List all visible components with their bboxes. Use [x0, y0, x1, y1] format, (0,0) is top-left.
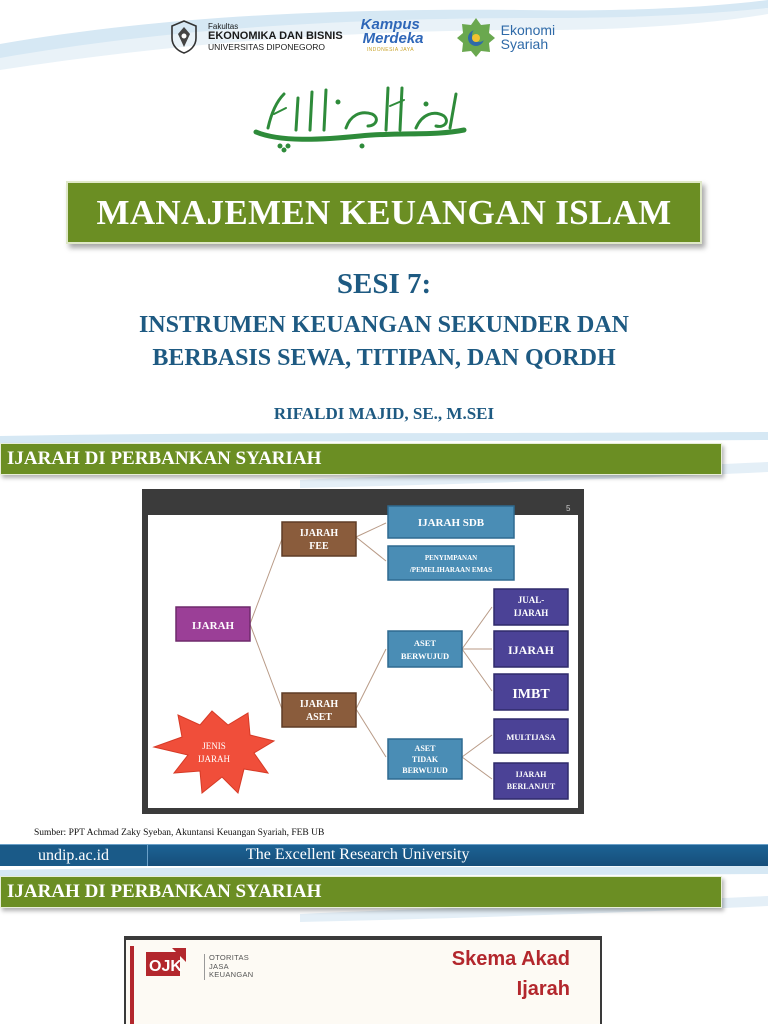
faculty-line-1: Fakultas	[208, 21, 239, 31]
burst-line-1: JENIS	[202, 741, 226, 751]
ekonomi-line-2: Syariah	[500, 36, 549, 52]
ekonomi-syariah-logo	[455, 16, 555, 58]
course-title: MANAJEMEN KEUANGAN ISLAM	[96, 192, 672, 232]
basmalah-calligraphy-icon	[250, 80, 470, 154]
ekonomi-syariah-text	[501, 23, 555, 51]
node-emas-line-1: PENYIMPANAN	[424, 554, 478, 562]
partner-logos	[170, 14, 555, 60]
skema-title	[452, 944, 570, 1004]
node-jual-ijarah	[494, 589, 568, 625]
node-tidak-line-2: TIDAK	[411, 755, 439, 764]
diagram-page-number: 5	[566, 504, 571, 513]
kampus-line-1: Kampus	[360, 16, 420, 33]
ojk-slide-card	[124, 936, 602, 1024]
faculty-logo-text	[208, 23, 343, 52]
session-subtitle	[60, 309, 708, 375]
node-penyimpanan-emas	[388, 546, 514, 580]
slide-footer	[0, 844, 768, 866]
subtitle-line-1: INSTRUMEN KEUANGAN SEKUNDER DAN	[138, 312, 630, 338]
ojk-line-1: OTORITAS	[209, 953, 250, 962]
footer-url: undip.ac.id	[0, 845, 148, 866]
ojk-logo-icon	[146, 948, 186, 980]
node-fee-line-2: FEE	[309, 541, 329, 552]
node-aset-berwujud	[388, 631, 462, 667]
skema-line-1: Skema Akad	[451, 948, 570, 970]
node-tidak-line-3: BERWUJUD	[402, 766, 448, 775]
node-sdb-label: IJARAH SDB	[417, 517, 485, 529]
node-tidak-line-1: ASET	[414, 744, 436, 753]
ojk-name	[204, 954, 254, 980]
faculty-line-3: UNIVERSITAS DIPONEGORO	[208, 41, 325, 52]
node-ijarah-sdb	[388, 506, 514, 538]
node-imbt	[494, 674, 568, 710]
accent-bar	[130, 946, 134, 1024]
node-ijarah	[176, 607, 250, 641]
kampus-line-2: Merdeka	[362, 30, 424, 47]
undip-seal-icon	[170, 20, 198, 54]
faculty-line-2: EKONOMIKA DAN BISNIS	[208, 29, 343, 42]
node-multijasa	[494, 719, 568, 753]
node-ijarah-aset	[282, 693, 356, 727]
node-multijasa-label: MULTIJASA	[506, 732, 556, 742]
section-header-text: IJARAH DI PERBANKAN SYARIAH	[7, 881, 322, 902]
node-ijarah-label: IJARAH	[191, 620, 235, 632]
node-emas-line-2: /PEMELIHARAAN EMAS	[409, 566, 493, 574]
ojk-line-3: KEUANGAN	[209, 970, 254, 979]
session-label: SESI 7:	[336, 268, 432, 300]
section-header-text: IJARAH DI PERBANKAN SYARIAH	[7, 448, 322, 469]
skema-ijarah-slide	[0, 866, 768, 1024]
ekonomi-line-1: Ekonomi	[500, 22, 556, 38]
title-slide	[0, 0, 768, 432]
ekonomi-syariah-mark-icon	[455, 16, 497, 58]
node-berwujud-line-2: BERWUJUD	[400, 651, 450, 661]
node-aset-line-2: ASET	[305, 712, 333, 723]
subtitle-line-2: BERBASIS SEWA, TITIPAN, DAN QORDH	[152, 345, 616, 371]
node-ijarah-leaf	[494, 631, 568, 667]
source-citation: Sumber: PPT Achmad Zaky Syeban, Akuntansi Keuangan Syariah, FEB UB	[34, 828, 325, 838]
node-aset-line-1: IJARAH	[299, 699, 339, 710]
course-title-box	[66, 181, 702, 244]
ijarah-diagram-slide	[0, 432, 768, 866]
kampus-merdeka-logo	[361, 14, 441, 60]
node-berlanjut-line-2: BERLANJUT	[506, 782, 556, 791]
author-name: RIFALDI MAJID, SE., M.SEI	[273, 404, 495, 423]
burst-line-2: IJARAH	[197, 754, 231, 764]
footer-tagline: The Excellent Research University	[246, 846, 470, 863]
svg-text:OJK: OJK	[149, 958, 182, 975]
node-aset-tidak-berwujud	[388, 739, 462, 779]
node-ijarah-leaf-label: IJARAH	[507, 643, 555, 657]
section-header	[0, 443, 722, 475]
ijarah-types-diagram	[142, 489, 584, 814]
node-ijarah-berlanjut	[494, 763, 568, 799]
node-fee-line-1: IJARAH	[299, 528, 339, 539]
node-ijarah-fee	[282, 522, 356, 556]
section-header	[0, 876, 722, 908]
kampus-line-3: INDONESIA JAYA	[366, 47, 415, 53]
node-jual-line-2: IJARAH	[513, 608, 549, 618]
ojk-line-2: JASA	[209, 961, 229, 971]
node-berlanjut-line-1: IJARAH	[515, 770, 547, 779]
node-imbt-label: IMBT	[512, 687, 550, 702]
node-jual-line-1: JUAL-	[517, 595, 545, 605]
node-berwujud-line-1: ASET	[413, 638, 437, 648]
skema-line-2: Ijarah	[516, 978, 570, 1000]
